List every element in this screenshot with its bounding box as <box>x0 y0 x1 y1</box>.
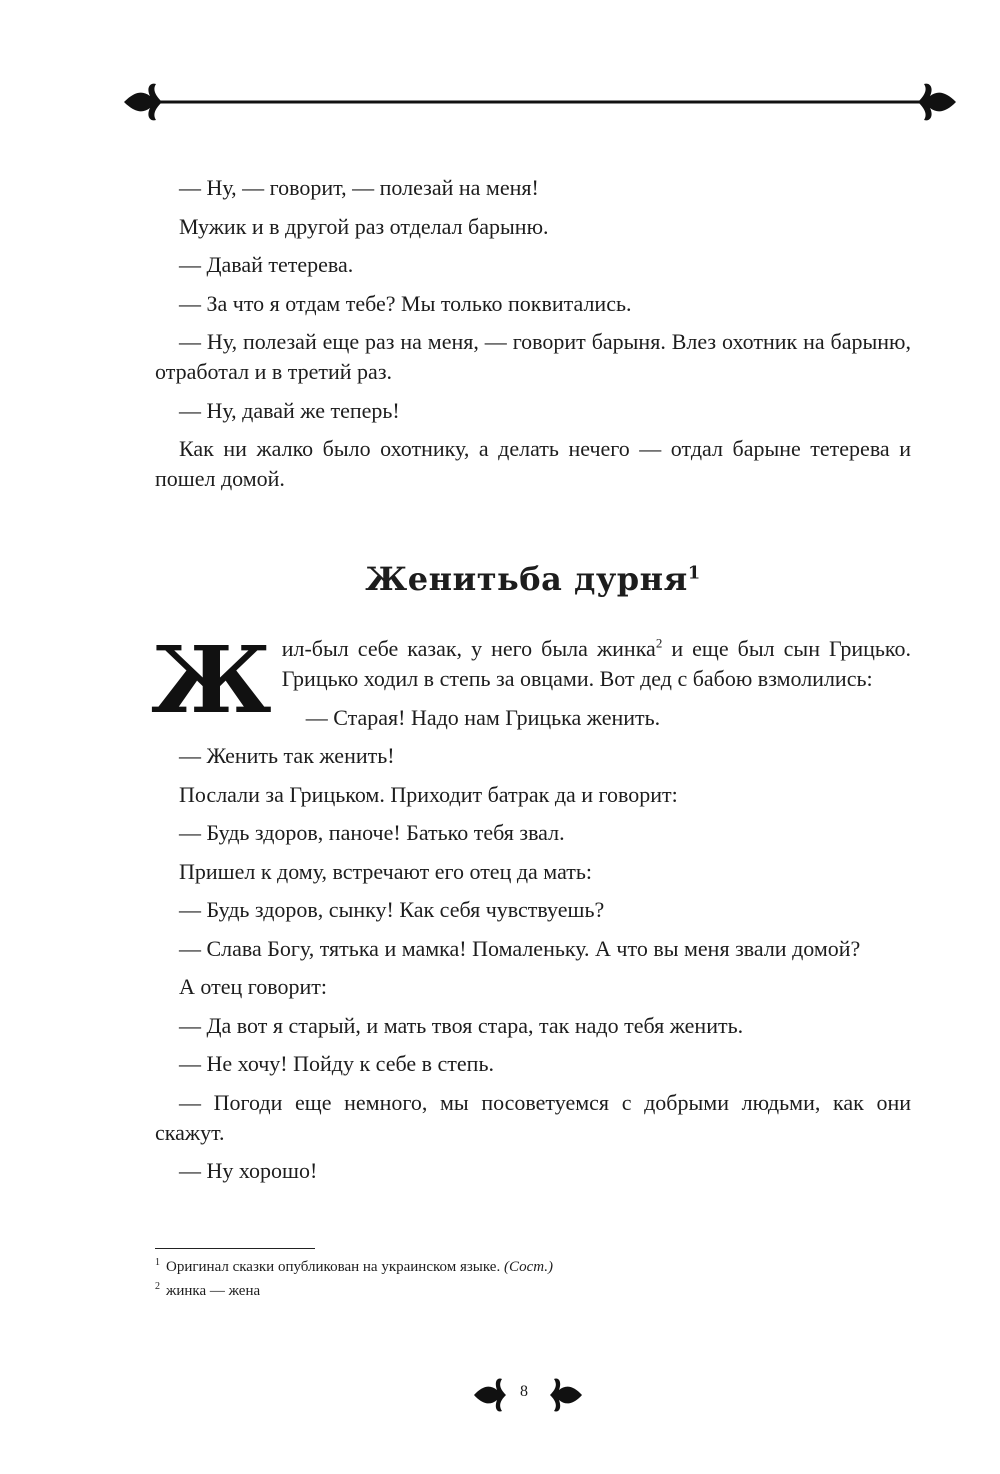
fleuron-right-icon <box>550 1379 582 1412</box>
footnote-note: (Сост.) <box>503 1259 553 1275</box>
drop-cap: Ж <box>151 626 272 734</box>
paragraph: — Женить так женить! <box>179 743 395 768</box>
page-number: 8 <box>520 1383 528 1400</box>
tale-title <box>155 560 911 598</box>
paragraph: — Давай тетерева. <box>179 252 354 277</box>
paragraph: — Старая! Надо нам Грицька женить. <box>305 704 661 730</box>
ornamental-header-rule <box>0 0 1000 140</box>
fleuron-left-icon <box>124 84 162 121</box>
paragraph: — Ну, давай же теперь! <box>179 397 400 423</box>
footnote <box>155 1279 553 1303</box>
fleuron-right-icon <box>918 84 956 121</box>
paragraph: — За что я отдам тебе? Мы только поквитались. <box>179 290 632 316</box>
footnote-text: жинка — жена <box>166 1283 261 1299</box>
footnote-ref: 2 <box>655 635 663 651</box>
paragraph: — Будь здоров, сынку! Как себя чувствуешь? <box>179 897 605 922</box>
opening-text: ил-был себе казак, у него была жинка <box>281 636 656 661</box>
footnote-text: Оригинал сказки опубликован на украинском языке. <box>166 1259 504 1275</box>
fleuron-left-icon <box>474 1379 506 1412</box>
paragraph: — Слава Богу, тятька и мамка! Помаленьку. А что вы меня звали домой? <box>179 935 861 961</box>
footnote-separator <box>155 1248 315 1249</box>
footnote <box>155 1255 553 1279</box>
paragraph: Как ни жалко было охотнику, а делать нечего — отдал барыне тетерева и пошел домой. <box>155 436 911 491</box>
paragraph: — Ну, — говорит, — полезай на меня! <box>179 175 539 200</box>
paragraph: — Ну, полезай еще раз на меня, — говорит барыня. Влез охотник на барыню, отработал и в третий раз. <box>155 329 911 384</box>
footnotes <box>155 1255 553 1303</box>
footnote-mark: 1 <box>155 1257 160 1268</box>
paragraph: Послали за Грицьком. Приходит батрак да и говорит: <box>179 781 678 807</box>
paragraph: — Ну хорошо! <box>179 1158 318 1183</box>
paragraph: Мужик и в другой раз отделал барыню. <box>179 213 549 239</box>
tale-body <box>151 626 912 1195</box>
footnote-mark: 2 <box>155 1281 160 1292</box>
tale-title-text: Женитьба дурня <box>365 560 688 598</box>
opening-text-continued: и еще был сын Грицько. Грицько ходил в степь за овцами. Вот дед с бабою взмолились: <box>281 636 912 691</box>
paragraph: — Да вот я старый, и мать твоя стара, так надо тебя женить. <box>179 1012 744 1038</box>
paragraph: Пришел к дому, встречают его отец да мать: <box>179 858 593 884</box>
paragraph: А отец говорит: <box>179 974 327 999</box>
footnote-ref: 1 <box>687 562 701 584</box>
paragraph: — Не хочу! Пойду к себе в степь. <box>179 1051 494 1076</box>
paragraph: — Погоди еще немного, мы посоветуемся с добрыми людьми, как они скажут. <box>155 1089 911 1145</box>
previous-tale-ending <box>155 173 911 503</box>
paragraph: — Будь здоров, паноче! Батько тебя звал. <box>179 820 565 845</box>
